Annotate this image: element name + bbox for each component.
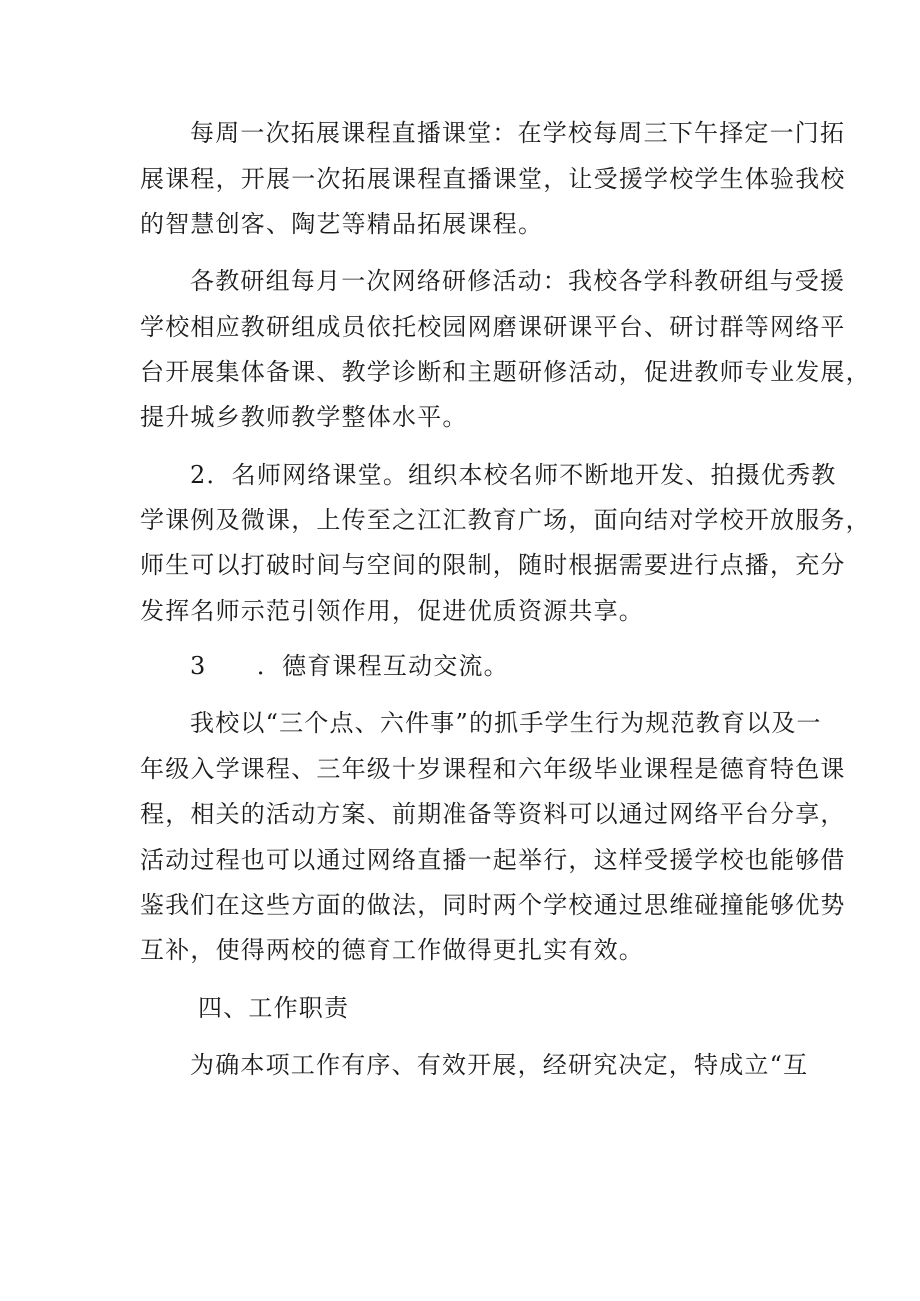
paragraph-line: 2．名师网络课堂。组织本校名师不断地开发、拍摄优秀教 xyxy=(190,461,837,489)
paragraph-line: 我校以“三个点、六件事”的抓手学生行为规范教育以及一 xyxy=(190,709,822,737)
paragraph-line: 台开展集体备课、教学诊断和主题研修活动，促进教师专业发展， xyxy=(140,358,871,386)
paragraph-line: 展课程，开展一次拓展课程直播课堂，让受援学校学生体验我校 xyxy=(140,165,846,193)
paragraph-line: 提升城乡教师教学整体水平。 xyxy=(140,403,468,431)
paragraph-line: 年级入学课程、三年级十岁课程和六年级毕业课程是德育特色课 xyxy=(140,755,846,783)
paragraph-line: 鉴我们在这些方面的做法，同时两个学校通过思维碰撞能够优势 xyxy=(140,891,846,919)
paragraph-line: 各教研组每月一次网络研修活动：我校各学科教研组与受援 xyxy=(190,267,846,295)
paragraph-line: 师生可以打破时间与空间的限制，随时根据需要进行点播，充分 xyxy=(140,551,846,579)
section-heading: 3 ．德育课程互动交流。 xyxy=(190,652,509,680)
paragraph-line: 每周一次拓展课程直播课堂：在学校每周三下午择定一门拓 xyxy=(190,119,846,147)
paragraph-line: 互补，使得两校的德育工作做得更扎实有效。 xyxy=(140,936,644,964)
paragraph-line: 学课例及微课，上传至之江汇教育广场，面向结对学校开放服务， xyxy=(140,506,871,534)
paragraph-line: 程，相关的活动方案、前期准备等资料可以通过网络平台分享， xyxy=(140,800,846,828)
section-heading: 四、工作职责 xyxy=(198,994,350,1022)
paragraph-line: 活动过程也可以通过网络直播一起举行，这样受援学校也能够借 xyxy=(140,846,846,874)
paragraph-line: 为确本项工作有序、有效开展，经研究决定，特成立“互 xyxy=(190,1051,809,1079)
paragraph-line: 的智慧创客、陶艺等精品拓展课程。 xyxy=(140,210,544,238)
paragraph-line: 发挥名师示范引领作用，促进优质资源共享。 xyxy=(140,597,644,625)
paragraph-line: 学校相应教研组成员依托校园网磨课研课平台、研讨群等网络平 xyxy=(140,313,846,341)
